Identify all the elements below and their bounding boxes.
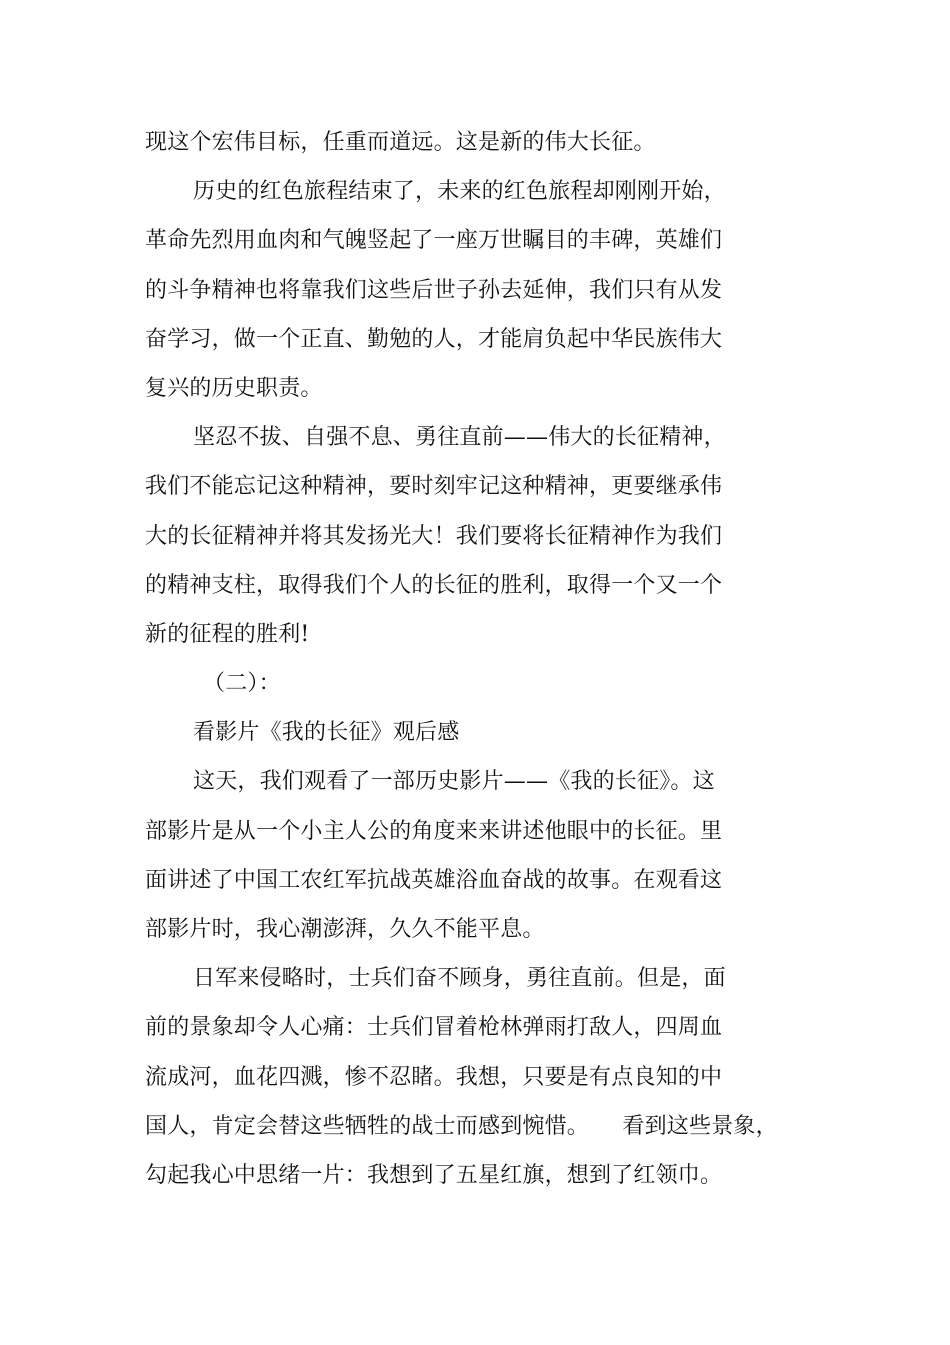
- text-line: 部影片是从一个小主人公的角度来来讲述他眼中的长征。里: [145, 818, 723, 844]
- paragraph-start-line: 坚忍不拔、自强不息、勇往直前——伟大的长征精神，: [193, 425, 726, 451]
- paragraph-start-line: 日军来侵略时，士兵们奋不顾身，勇往直前。但是，面: [193, 966, 726, 992]
- text-line: 面讲述了中国工农红军抗战英雄浴血奋战的故事。在观看这: [145, 867, 723, 893]
- text-line: 前的景象却令人心痛：士兵们冒着枪林弹雨打敌人，四周血: [145, 1015, 723, 1041]
- text-line: 国人，肯定会替这些牺牲的战士而感到惋惜。 看到这些景象，: [145, 1113, 778, 1139]
- text-line: 新的征程的胜利!: [145, 621, 310, 647]
- text-line: 革命先烈用血肉和气魄竖起了一座万世瞩目的丰碑，英雄们: [145, 228, 723, 254]
- paragraph-start-line: 历史的红色旅程结束了，未来的红色旅程却刚刚开始，: [193, 179, 726, 205]
- section-heading: （二）：: [203, 671, 281, 697]
- text-line: 我们不能忘记这种精神，要时刻牢记这种精神，更要继承伟: [145, 474, 723, 500]
- text-line: 流成河，血花四溅，惨不忍睹。我想，只要是有点良知的中: [145, 1064, 723, 1090]
- text-line: 现这个宏伟目标，任重而道远。这是新的伟大长征。: [145, 130, 656, 155]
- document-body: [145, 118, 805, 1200]
- text-line: 奋学习，做一个正直、勤勉的人，才能肩负起中华民族伟大: [145, 326, 723, 352]
- text-line: 的精神支柱，取得我们个人的长征的胜利，取得一个又一个: [145, 572, 723, 598]
- article-title: 看影片《我的长征》观后感: [193, 720, 460, 746]
- text-line: 大的长征精神并将其发扬光大！我们要将长征精神作为我们: [145, 523, 723, 549]
- text-line: 复兴的历史职责。: [145, 375, 323, 401]
- paragraph-start-line: 这天，我们观看了一部历史影片——《我的长征》。这: [193, 769, 715, 795]
- text-line: 部影片时，我心潮澎湃，久久不能平息。: [145, 917, 545, 942]
- text-line: 的斗争精神也将靠我们这些后世子孙去延伸，我们只有从发: [145, 277, 723, 303]
- text-line: 勾起我心中思绪一片：我想到了五星红旗，想到了红领巾。: [145, 1162, 723, 1188]
